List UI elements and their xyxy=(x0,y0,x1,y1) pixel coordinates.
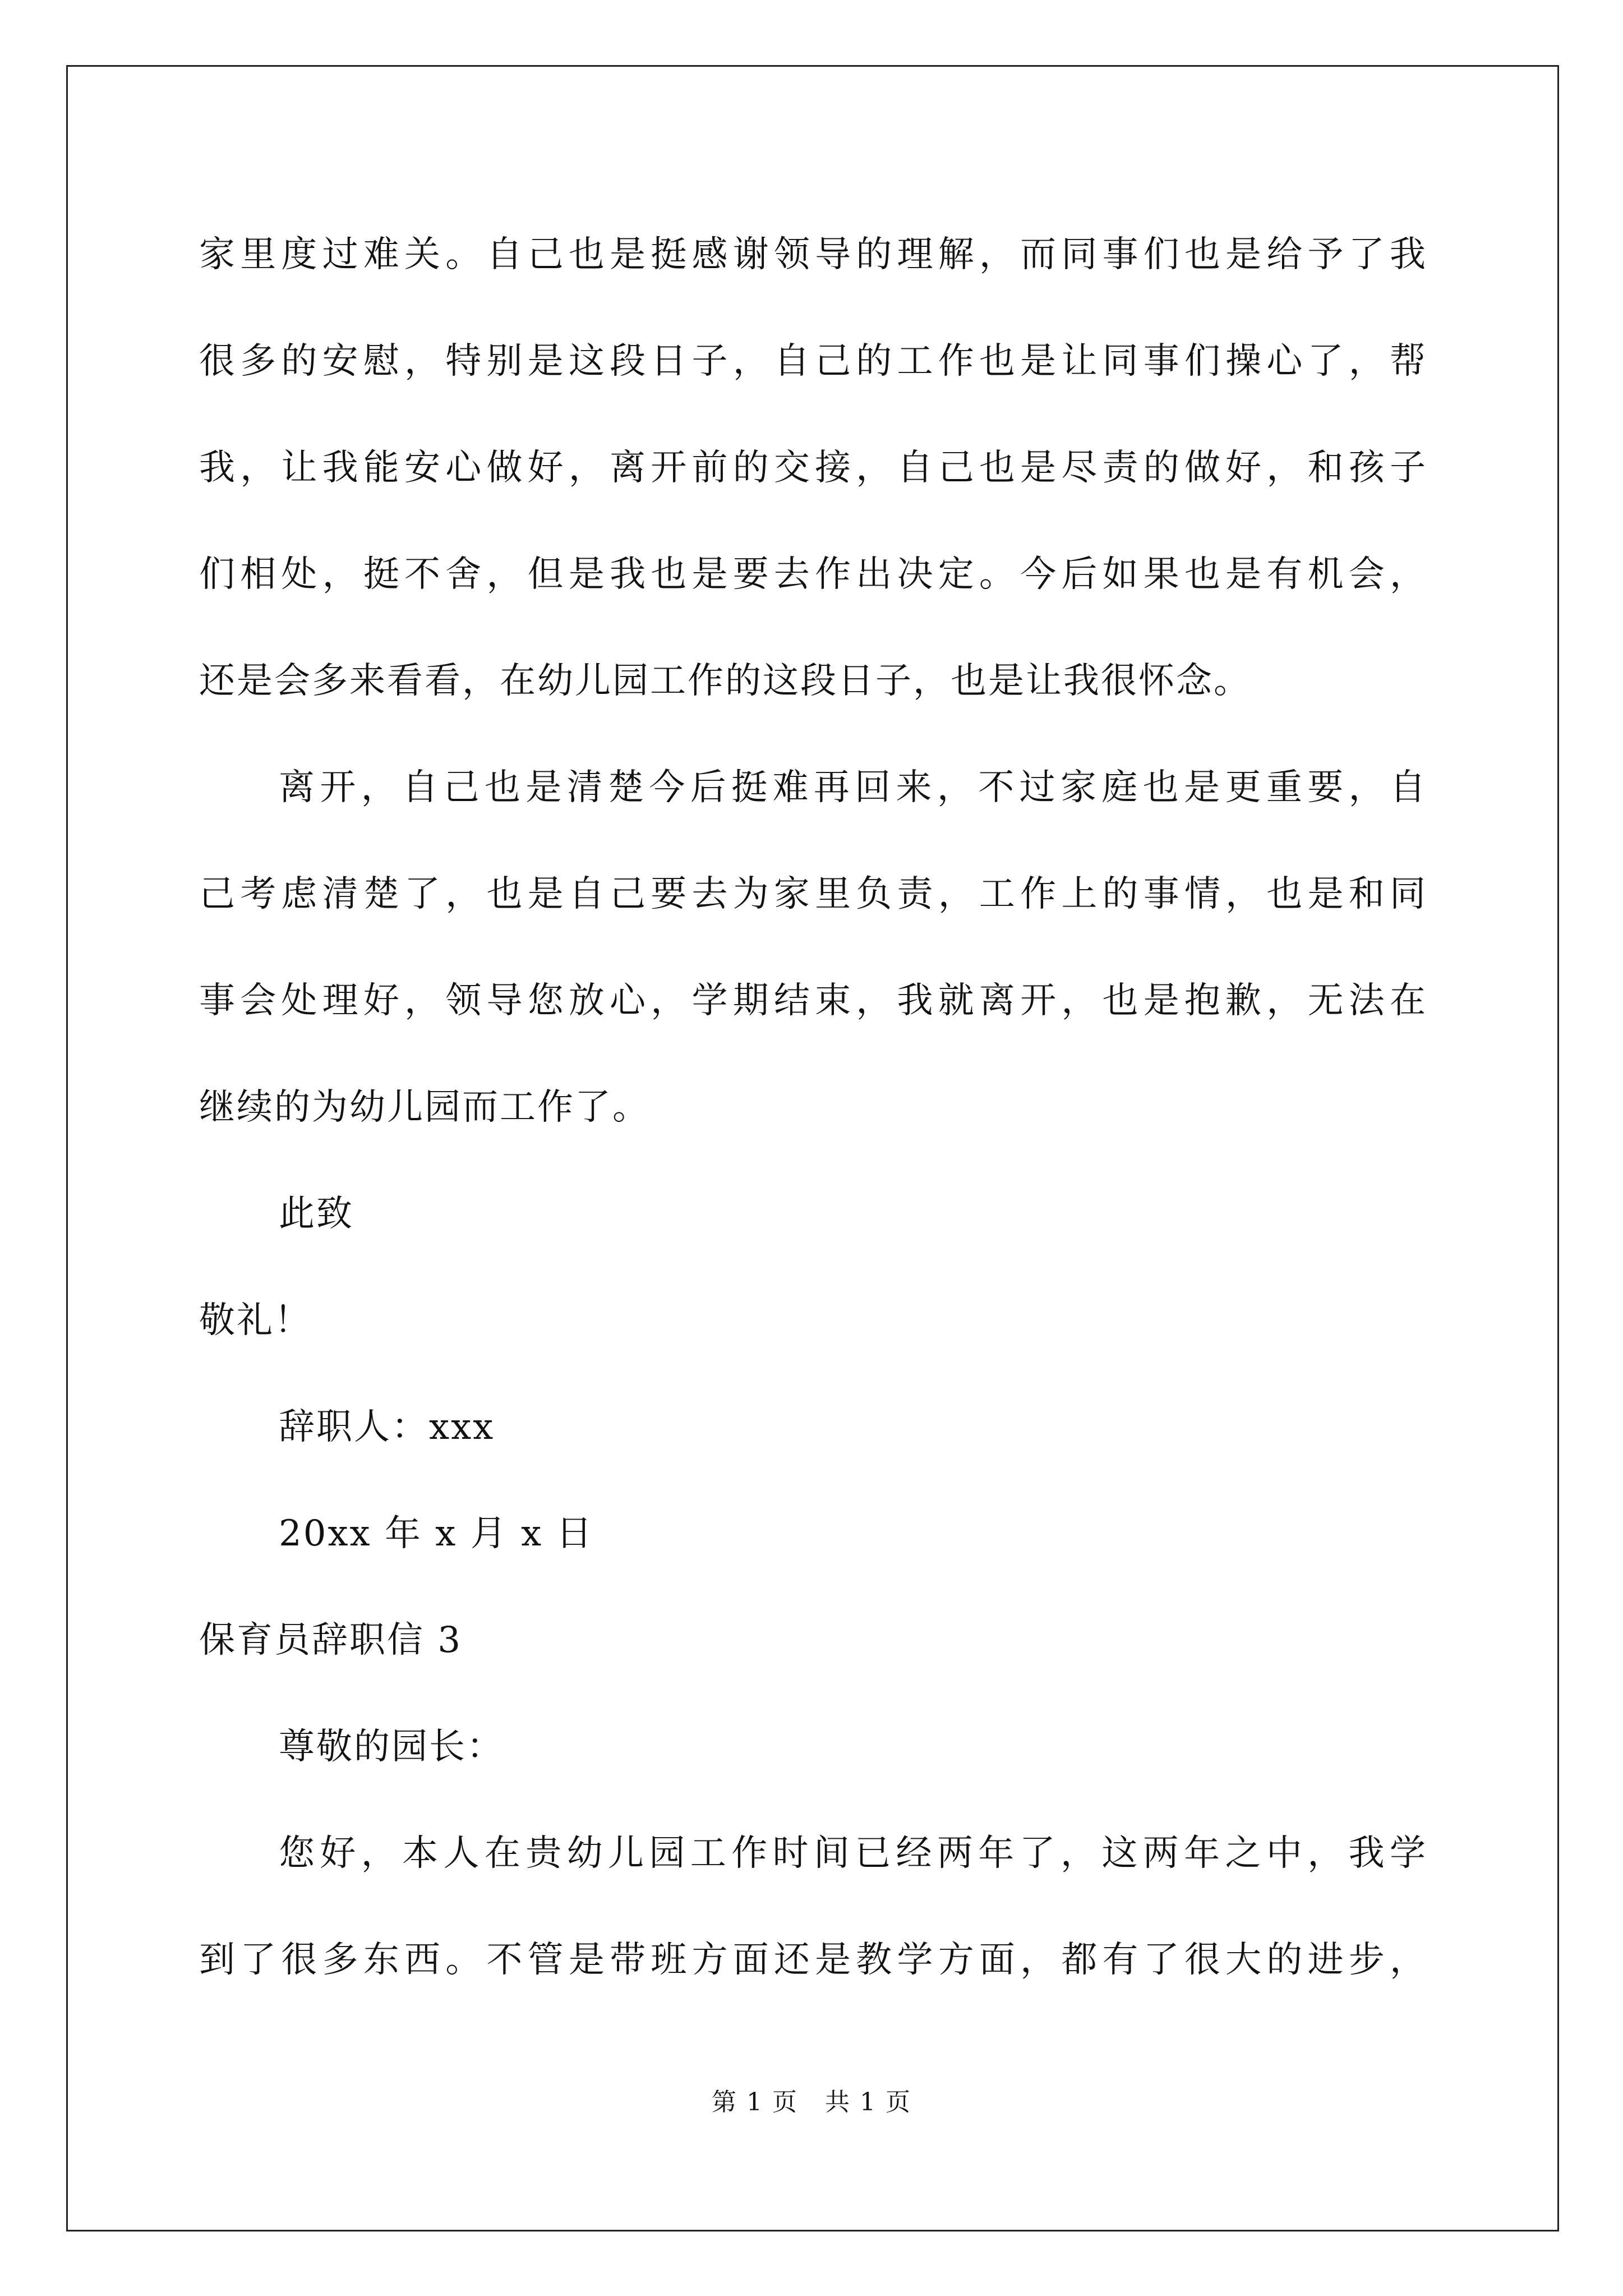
text-line: 到了很多东西。不管是带班方面还是教学方面，都有了很大的进步， xyxy=(199,1939,1427,1981)
page-border xyxy=(66,65,1559,2231)
text-line: 家里度过难关。自己也是挺感谢领导的理解，而同事们也是给予了我 xyxy=(199,234,1427,275)
page-total: 共 1 页 xyxy=(825,2088,911,2116)
date-line: 20xx 年 x 月 x 日 xyxy=(279,1513,594,1554)
section-heading: 保育员辞职信 3 xyxy=(199,1619,463,1661)
text-line: 己考虑清楚了，也是自己要去为家里负责，工作上的事情，也是和同 xyxy=(199,873,1427,915)
text-line: 还是会多来看看，在幼儿园工作的这段日子，也是让我很怀念。 xyxy=(199,660,1251,702)
text-line: 继续的为幼儿园而工作了。 xyxy=(199,1087,650,1128)
closing-salutation: 此致 xyxy=(279,1193,354,1235)
text-line: 我，让我能安心做好，离开前的交接，自己也是尽责的做好，和孩子 xyxy=(199,447,1427,489)
closing-regards: 敬礼！ xyxy=(199,1300,312,1341)
text-line: 事会处理好，领导您放心，学期结束，我就离开，也是抱歉，无法在 xyxy=(199,980,1427,1022)
greeting-line: 尊敬的园长： xyxy=(279,1726,504,1768)
text-line: 们相处，挺不舍，但是我也是要去作出决定。今后如果也是有机会， xyxy=(199,554,1427,595)
page-footer xyxy=(0,2086,1623,2119)
page-number: 第 1 页 xyxy=(712,2088,798,2116)
text-line: 您好，本人在贵幼儿园工作时间已经两年了，这两年之中，我学 xyxy=(279,1833,1427,1874)
text-line: 离开，自己也是清楚今后挺难再回来，不过家庭也是更重要，自 xyxy=(279,767,1427,808)
text-line: 很多的安慰，特别是这段日子，自己的工作也是让同事们操心了，帮 xyxy=(199,341,1427,382)
signature-line: 辞职人：xxx xyxy=(279,1406,495,1448)
